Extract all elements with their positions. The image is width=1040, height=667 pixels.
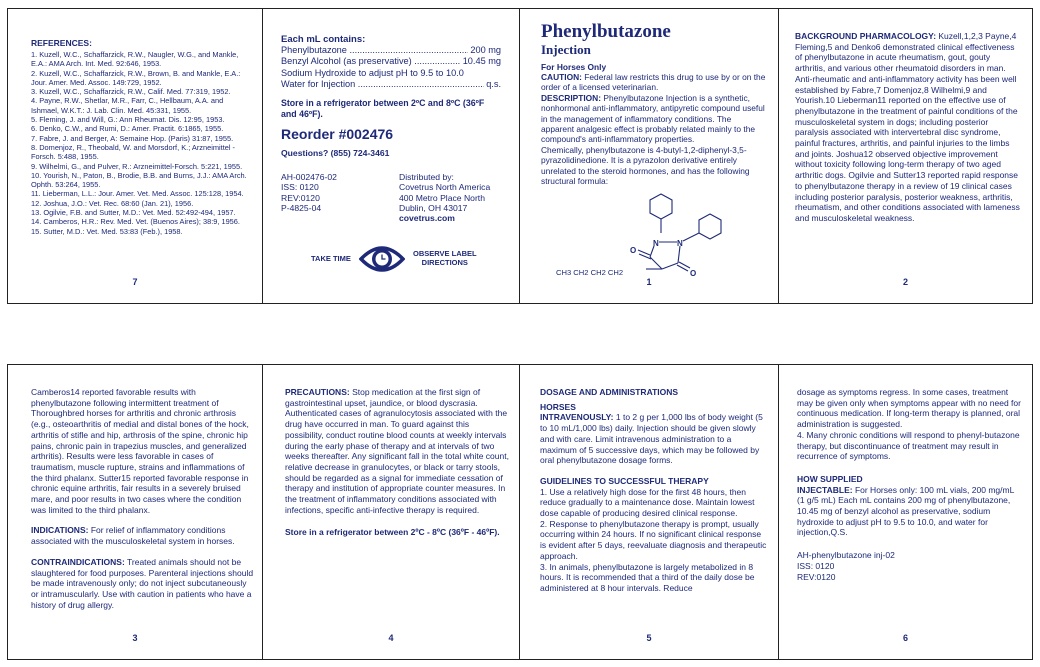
atom-o: O [630, 246, 637, 255]
reference-item: 2. Kuzell, W.C., Schaffarzick, R.W., Brown, B. and Mankle, E.A.: Jour. Amer. Med. Assoc. 149:729, 1952. [31, 68, 241, 87]
eye-clock-icon [359, 241, 405, 277]
lot-ids: AH-phenylbutazone inj-02 ISS: 0120 REV:0120 [797, 550, 895, 582]
reorder-number: Reorder #002476 [281, 125, 394, 142]
observe-label: OBSERVE LABEL DIRECTIONS [413, 249, 477, 267]
panel-title [519, 8, 779, 304]
panel-indications [7, 364, 263, 660]
reference-item: 9. Wilhelmi, G., and Pulver, R.: Arzneimittel-Forsch. 5:221, 1955. [31, 161, 243, 171]
ingredient-row: Benzyl Alcohol (as preservative) ..... 10.45 mg [281, 56, 501, 67]
take-time-label: TAKE TIME [311, 254, 351, 263]
reference-item: 14. Camberos, H.R.: Rev. Med. Vet. (Buenos Aires); 38:9, 1956. [31, 217, 240, 227]
references-block [31, 38, 253, 236]
panel-composition [262, 8, 520, 304]
reference-item: 7. Fabre, J. and Berger, A: Semaine Hop. (Paris) 31:87, 1955. [31, 133, 234, 143]
panel-dosage [519, 364, 779, 660]
atom-n: N [653, 239, 659, 248]
reference-item: 6. Denko, C.W., and Rumi, D.: Amer. Practit. 6:1865, 1955. [31, 124, 224, 134]
references-heading: REFERENCES: [31, 38, 92, 48]
panel-supplied [778, 364, 1033, 660]
injectable-text: INJECTABLE: For Horses only: 100 mL vials, 200 mg/mL (1 g/5 mL) Each mL contains 200 mg of phenylbutazone, 10.45 mg of benzyl alcohol as preservative, sodium hydroxide to adjust pH to 9.5 to 10.0, and water for injection,Q.S. [797, 484, 1014, 538]
intravenous-text: INTRAVENOUSLY: 1 to 2 g per 1,000 lbs of body weight (5 to 10 mL/1,000 lbs) daily. Injection should be given slowly and with care. Limit intravenous administration to a maximum of 5 successive days, which may be followed by oral phenylbutazone dosage forms. [540, 412, 763, 466]
questions-phone: Questions? (855) 724-3461 [281, 147, 390, 158]
panel-references [7, 8, 263, 304]
contains-heading: Each mL contains: [281, 34, 366, 45]
storage-note: Store in a refrigerator between 2ºC - 8ºC (36ºF - 46ºF). [285, 527, 500, 538]
guidelines-text: 1. Use a relatively high dose for the first 48 hours, then reduce gradually to a maintenance dose. Maintain lowest dose capable of producing desired clinical response. 2. Response to phenylbutazone therapy is prompt, usually occurring within 24 hours. If no significant clinical response is evident after 5 days, reevaluate diagnosis and therapeutic approach. 3. In animals, phenylbutazone is largely metabolized in 8 hours. It is recommended that a third of the daily dose be administered at 8 hour intervals. Reduce [540, 486, 767, 593]
page-number: 7 [132, 277, 138, 287]
guidelines-heading: GUIDELINES TO SUCCESSFUL THERAPY [540, 475, 709, 486]
reference-item: 15. Sutter, M.D.: Vet. Med. 53:83 (Feb.), 1958. [31, 226, 183, 236]
panel-precautions [262, 364, 520, 660]
reference-item: 5. Fleming, J. and Will, G.: Ann Rheumat. Dis. 12:95, 1953. [31, 115, 225, 125]
dosage-heading: DOSAGE AND ADMINISTRATIONS [540, 387, 679, 397]
for-horses-only: For Horses Only [541, 62, 607, 72]
reference-item: 3. Kuzell, W.C., Schaffarzick, R.W., Calif. Med. 77:319, 1952. [31, 87, 231, 97]
ingredient-row: Phenylbutazone ..... 200 mg [281, 45, 501, 56]
reference-item: 4. Payne, R.W., Shetlar, M.R., Farr, C., Hellbaum, A.A. and Ishmael, W.K.T.: J. Lab. Clin. Med. 45:331, 1955. [31, 96, 224, 115]
dosage-continued-text: dosage as symptoms regress. In some cases, treatment may be given only when symptoms appear with no need for continuous medication. If long-term therapy is planned, oral administration is suggested. 4. Many chronic conditions will respond to phenyl-butazone therapy, but discontinuance of treatment may result in recurrence of symptoms. [797, 387, 1021, 462]
panel-pharmacology [778, 8, 1033, 304]
page-number: 5 [646, 633, 652, 643]
storage-note: Store in a refrigerator between 2ºC and 8ºC (36ºF and 46ºF). [281, 98, 485, 119]
ingredient-row: Sodium Hydroxide to adjust pH to 9.5 to 10.0 [281, 67, 464, 78]
reference-item: 12. Joshua, J.O.: Vet. Rec. 68:60 (Jan. 21), 1956. [31, 198, 194, 208]
description-text: DESCRIPTION: Phenylbutazone Injection is a synthetic, nonhormonal anti-inflammatory, antipyretic compound useful in the management of inflammatory conditions. The apparent analgesic effect is probably related mainly to the compound's anti-inflammatory properties. Chemically, phenylbutazone is 4-butyl-1,2-diphenyl-3,5-pyrazolidinedione. It is a pyrazolon derivative entirely unrelated to the steroid hormones, and has the following structural formula: [541, 92, 765, 187]
lot-ids: AH-002476-02 ISS: 0120 REV:0120 P-4825-04 [281, 171, 337, 213]
page-number: 3 [132, 633, 138, 643]
reference-item: 8. Domenjoz, R., Theobald, W. and Morsdorf, K.; Arzneimittel - Forsch. 5:488, 1955. [31, 142, 236, 162]
product-subtitle: Injection [541, 42, 591, 57]
ingredient-row: Water for Injection ..... q.s. [281, 79, 501, 90]
atom-o: O [690, 269, 697, 278]
reference-item: 13. Ogilvie, F.B. and Sutter, M.D.: Vet. Med. 52:492-494, 1957. [31, 208, 236, 218]
contraindications-text: CONTRAINDICATIONS: Treated animals should not be slaughtered for food purposes. Parenteral injections should be made intravenously only; do not inject subcutaneously or intramuscularly. Use with caution in patients who have a history of drug allergy. [31, 556, 254, 610]
page-number: 6 [902, 633, 908, 643]
references-list [31, 50, 253, 236]
website: covetrus.com [399, 213, 455, 224]
page-number: 2 [902, 277, 908, 287]
product-title: Phenylbutazone [541, 21, 671, 42]
reference-item: 1. Kuzell, W.C., Schaffarzick, R.W., Naugler, W.G., and Mankle, E.A.: AMA Arch. Int. Med. 92:646, 1953. [31, 50, 239, 69]
caution-text: CAUTION: Federal law restricts this drug to use by or on the order of a licensed veterinarian. [541, 72, 766, 93]
indications-text: INDICATIONS: For relief of inflammatory conditions associated with the musculoskeletal system in horses. [31, 525, 235, 547]
atom-n: N [677, 239, 683, 248]
page-number: 1 [646, 277, 652, 287]
butyl-chain-label: CH3 CH2 CH2 CH2 [556, 268, 624, 277]
distributor: Distributed by: Covetrus North America 400 Metro Place North Dublin, OH 43017 [399, 171, 491, 213]
structural-formula [550, 189, 760, 284]
precautions-text: PRECAUTIONS: Stop medication at the first sign of gastrointestinal upset, jaundice, or blood dyscrasia. Authenticated cases of agranulocytosis associated with the drug have occurred in man. To guard against this possibility, conduct routine blood counts at weekly intervals during the early phase of therapy and at intervals of two weeks thereafter. Any significant fall in the total white count, relative decrease in granulocytes, or black or tarry stools, should be regarded as a signal for immediate cessation of therapy and institution of appropriate counter measures. In the treatment of inflammatory conditions associated with infections, specific anti-infective therapy is required. [285, 387, 509, 515]
reference-item: 11. Lieberman, L.L.: Jour. Amer. Vet. Med. Assoc. 125:128, 1954. [31, 189, 244, 199]
page-number: 4 [388, 633, 394, 643]
reference-item: 10. Yourish, N., Paton, B., Brodie, B.B. and Burns, J.J.: AMA Arch. Ophth. 53:264, 1955. [31, 170, 247, 190]
how-supplied-heading: HOW SUPPLIED [797, 473, 863, 484]
camberos-text: Camberos14 reported favorable results with phenylbutazone following intermittent treatment of Thoroughbred horses for arthritis and chronic arthrosis (e.g., osteoarthritis of medial and distal bones of the hock, arthritis of stifle and hip, arthrosis of the spine, chronic hip pains, chronic pain in trapezius muscles, and generalized arthritis). Results were less favorable in cases of traumatism, muscle rupture, strains and inflammations of the third phalanx. Sutter15 reported favorable response in chronic equine arthritis, fair results in a severely bruised mare, and poor results in two cases where the condition was limited to the third phalanx. [31, 387, 249, 515]
pharmacology-text: BACKGROUND PHARMACOLOGY: Kuzell,1,2,3 Payne,4 Fleming,5 and Denko6 demonstrated clinical effectiveness of phenylbutazone in acute rheumatism, gout, gouty arthritis, and various other rheumatoid disorders in man. Anti-rheumatic and anti-inflammatory activity has been well established by Fabre,7 Domenjoz,8 Wilhelmi,9 and Yourish.10 Lieberman11 reported on the effective use of phenylbutazone in the treatment of painful conditions of the musculoskeletal system in dogs; including posterior paralysis associated with intervertebral disc syndrome, painful fractures, arthritis, and painful injuries to the limbs and joints. Joshua12 observed objective improvement without toxicity following long-term therapy of two aged arthritic dogs. Ogilvie and Sutter13 reported rapid response to phenylbutazone therapy in a review of 19 clinical cases including posterior paralysis, posterior weakness, arthritis, rheumatism, and other conditions associated with lameness and musculoskeletal weakness. [795, 31, 1020, 223]
horses-heading: HORSES [540, 401, 576, 412]
take-time-banner [307, 241, 487, 277]
